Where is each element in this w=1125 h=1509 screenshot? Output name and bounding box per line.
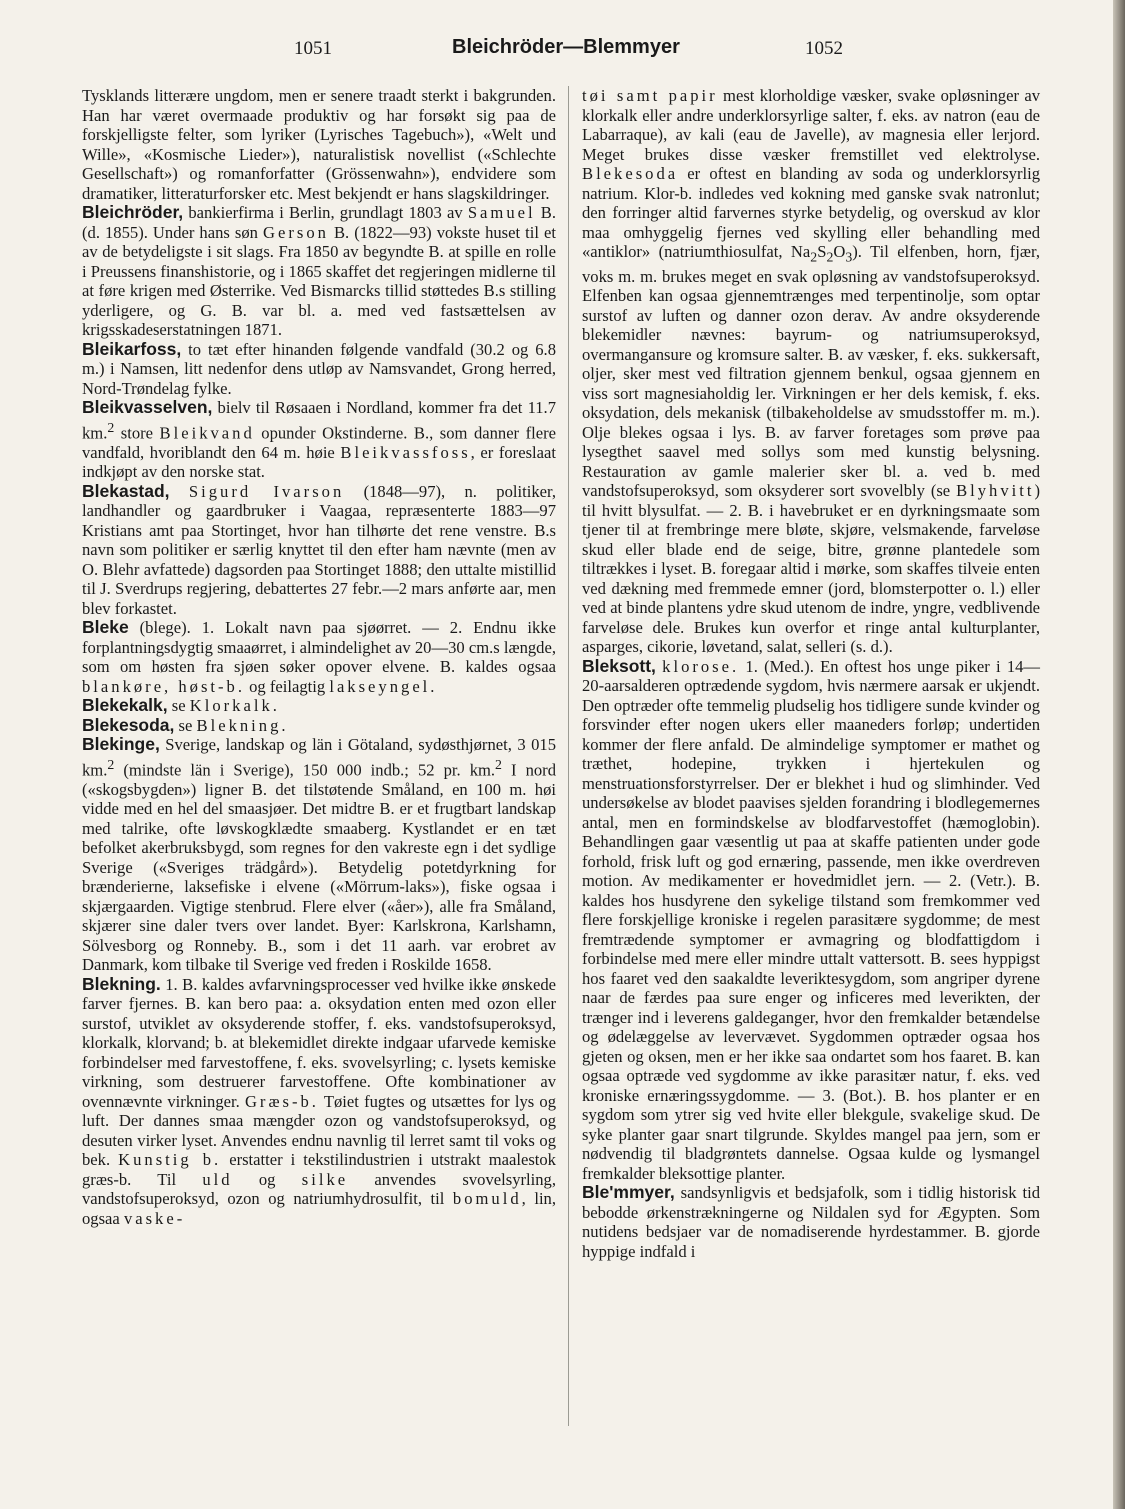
page-number-left: 1051 <box>294 38 332 59</box>
entry-blekekalk: Blekekalk, se Klorkalk. <box>82 695 280 716</box>
entry-bleksott: Bleksott, klorose. 1. (Med.). En oftest hos unge piker i 14—20-aarsalderen optrædende sygdom, hvis nærmere aarsak er ukjendt. Den optræder ofte temmelig pludselig hos tidligere sunde kvinder og forsvinder efter nogen ukers eller maaneders forløp; undertiden kommer der flere anfald. De almindelige symptomer er mathet og træthet, hodepine, trykken i hjertekulen og menstruationsforstyrrelser. Der er blekhet i hud og slimhinder. Ved undersøkelse av blodet paavises sjelden forandring i blodlegemernes antal, men en formindskelse av blodfarvestoffet (hæmoglobin). Behandlingen gaar væsentlig ut paa at skaffe patienten under gode forhold, frisk luft og god ernæring, passende, men ikke overdreven motion. Av medikamenter er hovedmidlet jern. — 2. (Vetr.). B. kaldes hos husdyrene den sykelige tilstand som fremkommer ved flere forskjellige kroniske i regelen parasitære sygdomme; de mest fremtrædende symptomer er avmagring og blodfattigdom i forbindelse med mere eller mindre uttalt vattersott. B. sees hyppigst hos faaret ved den saakaldte leveriktesygdom, som angriper dyrene naar de færdes paa sure enger og inficeres med leverikten, der trænger ind i leverens galdeganger, hvor den fremkalder betændelse og ødelæggelse av levervævet. Sygdommen optræder ogsaa hos gjeten og oksen, men er her ikke saa ondartet som hos faaret. B. kan ogsaa optræde ved sygdomme av ikke parasitær natur, f. eks. ved kroniske ernæringssygdomme. — 3. (Bot.). B. hos planter er en sygdom som ytrer sig ved hvite eller blekgule, svakelige skud. De syke planter gaar snart tilgrunde. Skyldes mangel paa jern, som er nødvendig til bladgrøntets dannelse. Ogsaa kulde og lysmangel fremkalder bleksottige planter. <box>582 655 1041 1183</box>
entry-blemmyer: Ble'mmyer, sandsynligvis et bedsjafolk, som i tidlig historisk tid bebodde ørkenstrækningerne og Nildalen syd for Ægypten. Som nutidens bedsjaer var de nomadiserende hyrdestammer. B. gjorde hyppige indfald i <box>582 1182 1040 1261</box>
entry-continuation: Tysklands litterære ungdom, men er senere traadt sterkt i bakgrunden. Han har været overmaade produktiv og har forsøkt sig paa de forskjelligste felter, som lyriker (Lyrisches Tagebuch»), «Welt und Wille», «Kosmische Lieder»), naturalistisk novellist («Schlechte Gesellschaft») og romanforfatter (Grössenwahn»), endvidere som dramatiker, litteraturforsker etc. Mest bekjendt er hans slagskildringer. <box>82 86 556 203</box>
headword: Blekning. <box>82 973 161 994</box>
book-spine-edge <box>1113 0 1125 1509</box>
headword: Blekekalk, <box>82 695 168 716</box>
entry-bleikvasselven: Bleikvasselven, bielv til Røsaaen i Nordland, kommer fra det 11.7 km.$^2$ store Bleikvand opunder Okstinderne. B., som danner flere vandfald, hvoriblandt den 64 m. høie Bleikvassfoss, er foreslaat indkjøpt av den norske stat. <box>82 397 556 482</box>
entry-bleikarfoss: Bleikarfoss, to tæt efter hinanden følgende vandfald (30.2 og 6.8 m.) i Namsen, litt nedenfor dens utløp av Namsvandet, Grong herred, Nord-Trøndelag fylke. <box>82 338 556 398</box>
headword: Blekastad, <box>82 480 170 501</box>
page-number-right: 1052 <box>805 38 843 59</box>
right-column <box>582 86 1040 1261</box>
entry-blekinge: Blekinge, Sverige, landskap og län i Götaland, sydøsthjørnet, 3 015 km.$^2$ (mindste län i Sverige), 150 000 indb.; 52 pr. km.$^2$ I nord («skogsbygden») ligner B. det tilstøtende Småland, en 100 m. høi vidde med en hel del smaasjøer. Det midtre B. er et frugtbart landskap med talrike, ofte løvskogklædte smaaberg. Kystlandet er en tæt befolket akerbruksbygd, som regnes for den vakreste egn i det sydlige Sverige («Sveriges trädgård»). Betydelig potetdyrkning for brænderierne, laksefiske i elvene («Mörrum-laks»), fiske ogsaa i skjærgaarden. Vigtige stenbrud. Flere elver («åer»), alle fra Småland, skjærer sine daler tvers over landet. Byer: Karlskrona, Karlshamn, Sölvesborg og Ronneby. B., som i det 11 aarh. var erobret av Danmark, kom tilbake til Sverige ved freden i Roskilde 1658. <box>82 734 556 975</box>
headword: Blekesoda, <box>82 714 175 735</box>
column-divider <box>568 86 569 1426</box>
page-title: Bleichröder—Blemmyer <box>452 36 680 58</box>
headword: Bleke <box>82 617 129 638</box>
headword: Bleksott, <box>582 655 656 676</box>
entry-blekning-continued: tøi samt papir mest klorholdige væsker, svake opløsninger av klorkalk eller andre underklorsyrlige salter, f. eks. av natron (eau de Labarraque), av kali (eau de Javelle), av magnesia eller lerjord. Meget brukes disse væsker fremstillet ved elektrolyse. Blekesoda er oftest en blanding av soda og underklorsyrlig natrium. Klor-b. indledes ved kokning med ganske svak natronlut; den forringer altid farvernes styrke betydelig, og overskud av klor maa omhyggelig fjernes ved skylling eller behandling med «antiklor» (natriumthiosulfat, $Na_2S_2O_3$). Til elfenben, horn, fjær, voks m. m. brukes meget en svak opløsning av vandstofsuperoksyd. Elfenben kan ogsaa gjennemtrænges med terpentinolje, som optar surstof av luften og danner ozon derav. Av andre oksyderende blekemidler nævnes: bayrum- og natriumsuperoksyd, overmangansure og kromsure salter. B. av væsker, f. eks. sukkersaft, oljer, sker mest ved filtration gjennem benkul, ogsaa gjennem en viss sort magnesiaholdig ler. Virkningen er her dels kemisk, f. eks. oksydation, dels mekanisk (tilbakeholdelse av smudsstoffer m. m.). Olje blekes ogsaa i lys. B. av farver foretages som prøve paa lysegthet saavel med sollys som med kunstig belysning. Restauration av gamle malerier sker bl. a. ved b. med vandstofsuperoksyd, som oksyderer sort svovelbly (se Blyhvitt) til hvitt blysulfat. — 2. B. i havebruket er en dyrkningsmaate som tjener til at frembringe mere bløte, skjøre, velsmakende, farveløse skud eller blade end de seige, bitre, grønne plantedele som tiltrækkes i lyset. B. foregaar altid i mørke, som skaffes tilveie enten ved dækning med fremmede emner (jord, blomsterpotter o. l.) eller ved at binde plantens ydre skud utenom de indre, yngre, vedblivende farveløse dele. Brukes kun overfor et ringe antal kulturplanter, asparges, cikorie, løvetand, salat, selleri (s. d.). <box>582 86 1040 657</box>
entry-bleke: Bleke (blege). 1. Lokalt navn paa sjøørret. — 2. Endnu ikke forplantningsdygtig smaaørret, i almindelighet av 20—30 cm.s længde, som om høsten fra sjøen søker opover elvene. B. kaldes ogsaa blankøre, høst-b. og feilagtig lakseyngel. <box>82 617 556 696</box>
page-header <box>80 38 1095 68</box>
entry-blekesoda: Blekesoda, se Blekning. <box>82 714 289 735</box>
headword: Bleikvasselven, <box>82 397 213 417</box>
headword: Bleikarfoss, <box>82 338 182 359</box>
headword: Bleichröder, <box>82 202 184 222</box>
entry-blekastad: Blekastad, Sigurd Ivarson (1848—97), n. politiker, landhandler og gaardbruker i Vaagaa, repræsenterte 1883—97 Kristians amt paa Stortinget, hvor han tilhørte det rene venstre. B.s navn som politiker er særlig knyttet til den efter ham nævnte (men av O. Blehr avfattede) dagsorden paa Stortinget 1888; den uttalte mistillid til J. Sverdrups regjering, debattertes 27 febr.—2 mars anførte aar, men blev forkastet. <box>82 480 556 618</box>
headword: Ble'mmyer, <box>582 1182 675 1203</box>
entry-blekning: Blekning. 1. B. kaldes avfarvningsprocesser ved hvilke ikke ønskede farver fjernes. B. kan bero paa: a. oksydation enten med ozon eller surstof, utviklet av oksyderende stoffer, f. eks. vandstofsuperoksyd, klorkalk, klorvand; b. at blekemidlet direkte indgaar ufarvede kemiske forbindelser med farvestoffene, f. eks. svovelsyrling; c. lysets kemiske virkning, som destruerer farvestoffene. Ofte kombinationer av ovennævnte virkninger. Græs-b. Tøiet fugtes og utsættes for lys og luft. Der dannes smaa mængder ozon og vandstofsuperoksyd, og desuten virker lyset. Anvendes endnu navnlig til lerret samt til voks og bek. Kunstig b. erstatter i tekstilindustrien i utstrakt maalestok græs-b. Til uld og silke anvendes svovelsyrling, vandstofsuperoksyd, ozon og natriumhydrosulfit, til bomuld, lin, ogsaa vaske- <box>82 973 557 1228</box>
headword: Blekinge, <box>82 734 160 755</box>
entry-bleichroder: Bleichröder, bankierfirma i Berlin, grundlagt 1803 av Samuel B. (d. 1855). Under hans søn Gerson B. (1822—93) vokste huset til et av de betydeligste i sit slags. Fra 1850 av begyndte B. at spille en rolle i Preussens finanshistorie, og i 1865 skaffet det regjeringen midlerne til at føre krigen med Østerrike. Ved Bismarcks tillid støttedes B.s stilling yderligere, og G. B. var bl. a. med ved fastsættelsen av krigsskadeserstatningen 1871. <box>82 202 556 339</box>
left-column <box>82 86 556 1228</box>
